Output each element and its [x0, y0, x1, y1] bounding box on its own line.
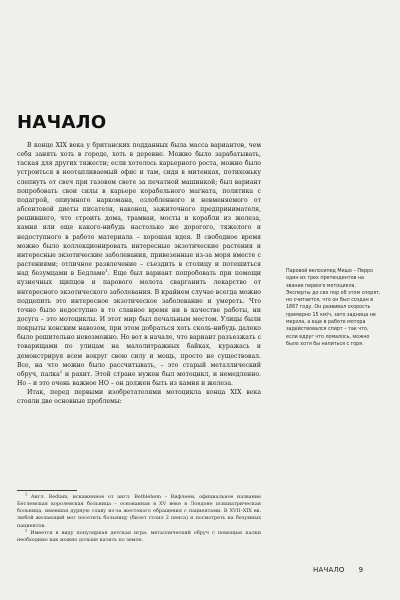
running-footer-section: НАЧАЛО	[313, 566, 345, 574]
paragraph-1-end: и рахит. Этой стране нужен был мотоцикл, и немедленно. Но – и это очень важное НО – он должен быть из камня и железа.	[17, 370, 261, 388]
footnotes	[17, 494, 261, 544]
main-text	[17, 141, 261, 407]
footnote-1	[17, 492, 261, 533]
footnote-2-text: Имеется в виду популярная детская игра: металлический обруч с помощью палки необходимо как можно дольше катить по земле.	[17, 529, 261, 543]
footnote-2-mark: 2	[25, 528, 28, 533]
paragraph-2: Итак, перед первыми изобретателями мотоцикла конца XIX века стояли две основные проблемы:	[17, 389, 261, 406]
footnote-1-mark: 1	[25, 492, 28, 497]
footnote-1-text: Англ. Bedlam, искаженное от англ. Bethlehem – Вифлеем, официальное название Бетлемская королевская больница – основанная в XV веке в Лондоне психиатрическая больница, имевшая дурную славу из-за жестокого обращения с пациентами. В XVII–XIX вв. любой желающий мог посетить больницу (билет стоил 2 пенса) и посмотреть на безумных пациентов.	[17, 494, 261, 529]
page-footer	[313, 566, 363, 574]
paragraph-1	[17, 141, 261, 388]
page-number: 9	[358, 566, 364, 574]
chapter-title: НАЧАЛО	[17, 112, 107, 133]
paragraph-1-continuation: . Еще был вариант попробовать при помощи кузнечных щипцов и парового молота сварганить лекарство от интересного экзотического заболевания. В крайнем случае всегда можно подцепить это интересное экзотическое заболевание и умереть. Что точно было недоступно в то славное время ни в качестве работы, ни досуга – это мотоциклы. И этот мир был печальным местом. Улицы были покрыты конским навозом, при этом добраться хоть сколь-нибудь далеко было решительно невозможно. Но вот в начале, что вариант разъезжать с товарищами по улицам на малолитражных байках, куражась и демонстрируя всем вокруг свою силу и мощь, просто не существовал. Все, на что можно было рассчитывать, – это старый металлический обруч, палка	[17, 270, 262, 378]
footnote-ref-2[interactable]: 2	[59, 368, 63, 374]
side-caption: Паровой велосипед Мишо – Перро один из трех претендентов на звание первого мотоцикла. Эксперты до сих пор об этом спорят, но считается, что он был создан в 1867 году. Он развивал скорость примерно 15 км/ч, зато задница не мерзла, а еще в работе мотора задействовался спирт – так что, если вдруг что ломалось, можно было хотя бы напиться с горя.	[286, 269, 381, 347]
paragraph-1-text: В конце XIX века у британских подданных была масса вариантов, чем себя занять хоть в городе, хоть в деревне. Можно было зарабатывать, таская для других тяжести; если хотелось карьерного роста, можно было устроиться в неотапливаемый офис и там, сидя в митенках, потихоньку слепнуть от свеч при газовом свете за печатной машинкой; был вариант попробовать свои силы в карьере корабельного магната, политика с подагрой, опиумного наркомана, озлобленного и невменяемого от абсентовой диеты писателя, наконец, зажиточного предпринимателя, решившего, что строить дома, трамваи, мосты и корабли из железа, камня или еще какого-нибудь настолько же дорогого, тяжелого и недоступного в работе материала – хорошая идея. В свободное время можно было коллекционировать интересные экзотические растения и интересные экзотические заболевания, привезенные из-за моря вместе с растениями; отличное развлечение – съездить в столицу и потешиться над безумцами в Бедламе	[17, 142, 261, 278]
footnote-separator	[17, 490, 77, 491]
footnote-2	[17, 530, 261, 544]
footnote-ref-1[interactable]: 1	[105, 268, 108, 274]
